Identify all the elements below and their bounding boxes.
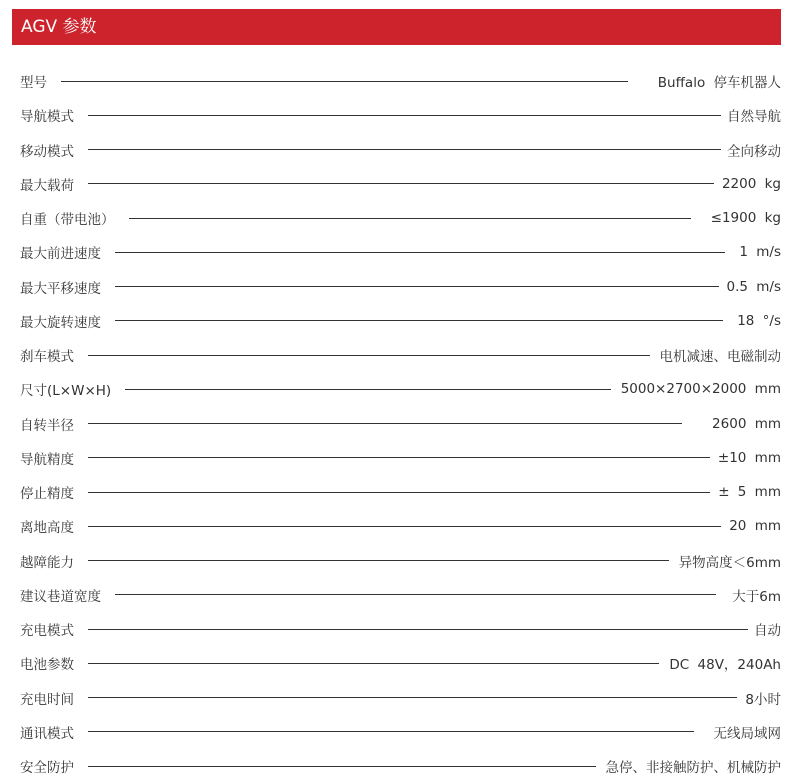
spec-value: 1 m/s xyxy=(739,244,781,261)
spec-row xyxy=(20,133,781,167)
spec-row xyxy=(20,407,781,441)
spec-value: 0.5 m/s xyxy=(726,278,781,295)
spec-label: 安全防护 xyxy=(20,760,74,777)
leader-line xyxy=(88,629,748,630)
leader-line xyxy=(88,766,596,767)
leader-line xyxy=(88,492,710,493)
leader-line xyxy=(115,286,719,287)
leader-line xyxy=(115,320,723,321)
spec-label: 停止精度 xyxy=(20,486,74,503)
spec-label: 自转半径 xyxy=(20,417,74,434)
leader-line xyxy=(88,149,721,150)
spec-label: 电池参数 xyxy=(20,657,74,674)
spec-value: 5000×2700×2000 mm xyxy=(620,381,781,398)
spec-value: 无线局域网 xyxy=(713,725,781,742)
spec-row xyxy=(20,544,781,578)
spec-label: 越障能力 xyxy=(20,554,74,571)
leader-line xyxy=(88,663,659,664)
spec-row xyxy=(20,681,781,715)
spec-value: ≤1900 kg xyxy=(710,210,781,227)
spec-value: 急停、非接触防护、机械防护 xyxy=(605,760,781,777)
leader-line xyxy=(88,355,650,356)
spec-label: 充电时间 xyxy=(20,691,74,708)
spec-row xyxy=(20,201,781,235)
spec-value: 异物高度＜6mm xyxy=(678,554,781,571)
section-title: AGV 参数 xyxy=(21,17,97,37)
spec-label: 自重（带电池） xyxy=(20,212,115,229)
spec-value: 20 mm xyxy=(729,518,781,535)
leader-line xyxy=(88,526,721,527)
spec-row xyxy=(20,441,781,475)
spec-label: 通讯模式 xyxy=(20,725,74,742)
spec-label: 最大前进速度 xyxy=(20,246,101,263)
spec-label: 尺寸(L×W×H) xyxy=(20,383,112,400)
spec-value: 自动 xyxy=(754,623,781,640)
spec-label: 导航模式 xyxy=(20,109,74,126)
spec-row xyxy=(20,167,781,201)
spec-label: 导航精度 xyxy=(20,451,74,468)
spec-list xyxy=(20,64,781,783)
spec-row xyxy=(20,475,781,509)
spec-value: 大于6m xyxy=(732,588,781,605)
spec-row xyxy=(20,646,781,680)
spec-value: 自然导航 xyxy=(727,109,781,126)
leader-line xyxy=(88,560,669,561)
spec-row xyxy=(20,749,781,783)
spec-row xyxy=(20,578,781,612)
spec-label: 最大平移速度 xyxy=(20,280,101,297)
leader-line xyxy=(115,594,716,595)
leader-line xyxy=(129,218,691,219)
leader-line xyxy=(88,697,737,698)
spec-value: DC 48V，240Ah xyxy=(669,657,781,674)
spec-row xyxy=(20,304,781,338)
leader-line xyxy=(61,81,628,82)
spec-label: 型号 xyxy=(20,75,47,92)
spec-value: 18 °/s xyxy=(737,312,781,329)
spec-value: ± 5 mm xyxy=(718,484,781,501)
spec-value: 8小时 xyxy=(745,691,781,708)
spec-row xyxy=(20,64,781,98)
spec-value: 2600 mm xyxy=(712,415,781,432)
spec-row xyxy=(20,612,781,646)
spec-row xyxy=(20,235,781,269)
leader-line xyxy=(88,183,714,184)
leader-line xyxy=(88,115,721,116)
spec-label: 最大旋转速度 xyxy=(20,314,101,331)
spec-label: 最大载荷 xyxy=(20,177,74,194)
spec-value: 电机减速、电磁制动 xyxy=(659,349,781,366)
leader-line xyxy=(88,457,710,458)
spec-label: 建议巷道宽度 xyxy=(20,588,101,605)
spec-value: Buffalo 停车机器人 xyxy=(657,75,781,92)
leader-line xyxy=(88,423,682,424)
spec-row xyxy=(20,270,781,304)
spec-row xyxy=(20,372,781,406)
spec-label: 充电模式 xyxy=(20,623,74,640)
spec-row xyxy=(20,509,781,543)
spec-value: 2200 kg xyxy=(721,175,781,192)
leader-line xyxy=(115,252,725,253)
section-header xyxy=(12,9,781,45)
spec-value: 全向移动 xyxy=(727,143,781,160)
spec-row xyxy=(20,98,781,132)
spec-label: 移动模式 xyxy=(20,143,74,160)
leader-line xyxy=(125,389,611,390)
spec-row xyxy=(20,338,781,372)
spec-value: ±10 mm xyxy=(717,449,781,466)
spec-label: 离地高度 xyxy=(20,520,74,537)
leader-line xyxy=(88,731,694,732)
spec-label: 刹车模式 xyxy=(20,349,74,366)
spec-row xyxy=(20,715,781,749)
